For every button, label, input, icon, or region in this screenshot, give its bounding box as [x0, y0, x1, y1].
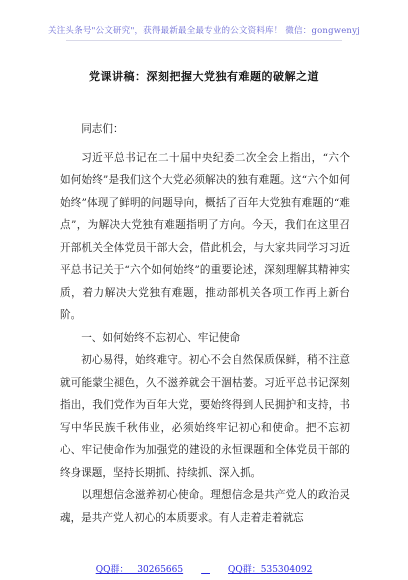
document-title: 党课讲稿：深刻把握大党独有难题的破解之道: [89, 70, 319, 83]
footer-qq-group-1[interactable]: QQ群： 30265665: [95, 565, 184, 575]
paragraph-3: 以理想信念滋养初心使命。理想信念是共产党人的政治灵魂，是共产党人初心的本质要求。有人走着走着就忘: [60, 489, 350, 524]
salutation: 同志们：: [81, 123, 124, 135]
footer-qq-group-2[interactable]: QQ群：535304092: [228, 565, 313, 575]
section-heading-1: 一、如何始终不忘初心、牢记使命: [81, 331, 241, 344]
document-body: [60, 118, 350, 529]
header-divider: [66, 40, 342, 41]
header-promo-text: 关注头条号"公文研究"，获得最新最全最专业的公文资料库！ 微信：gongwenyj: [48, 26, 360, 36]
footer-contact: [0, 562, 408, 575]
paragraph-2: 初心易得，始终难守。初心不会自然保质保鲜，稍不注意就可能蒙尘褪色，久不滋养就会干涸枯萎。习近平总书记深刻指出，我们党作为百年大党，要始终得到人民拥护和支持，书写中华民族千秋伟业，必须始终牢记初心和使命。把不忘初心、牢记使命作为加强党的建设的永恒课题和全体党员干部的终身课题，坚持长期抓、持续抓、深入抓。: [60, 354, 350, 479]
paragraph-1: 习近平总书记在二十届中央纪委二次全会上指出，“六个如何始终”是我们这个大党必须解决的独有难题。这“六个如何始终”体现了鲜明的问题导向，概括了百年大党独有难题的“难点”，为解决大党独有难题指明了方向。今天，我们在这里召开部机关全体党员干部大会，借此机会，与大家共同学习习近平总书记关于“六个如何始终”的重要论述，深刻理解其精神实质，着力解决大党独有难题，推动部机关各项工作再上新台阶。: [60, 151, 350, 321]
